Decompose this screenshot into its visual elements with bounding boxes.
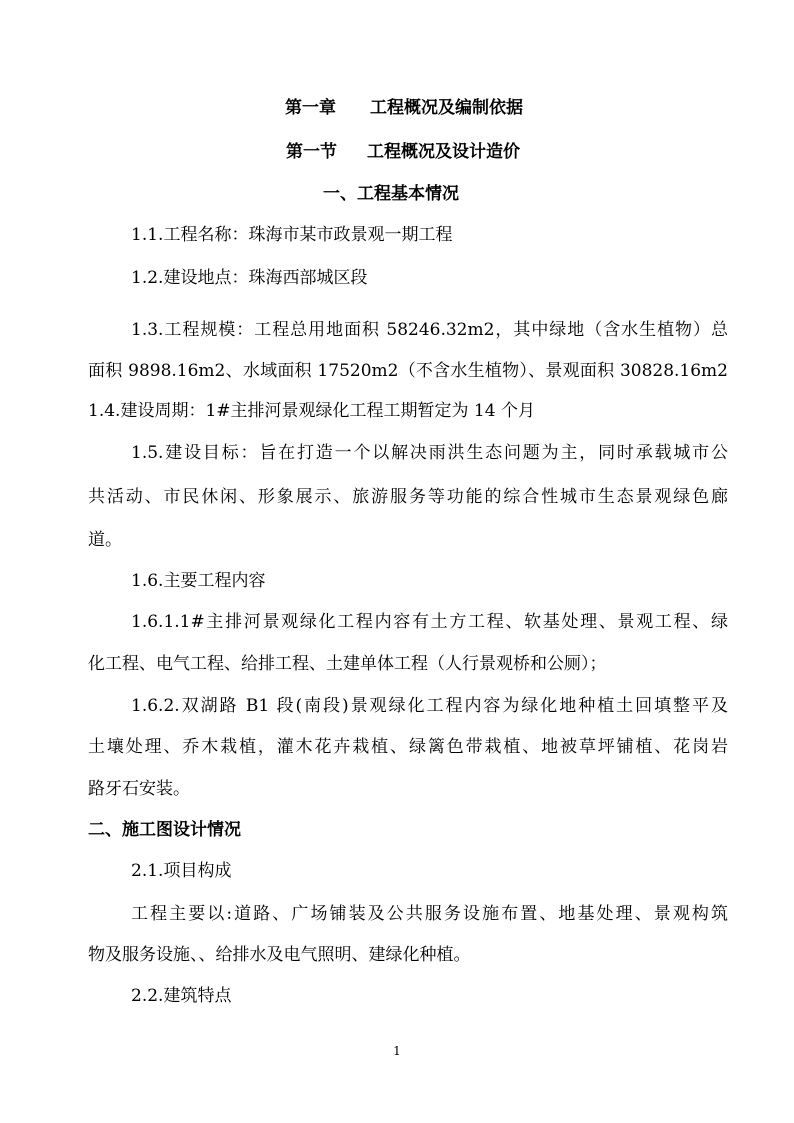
paragraph-1-1: 1.1.工程名称：珠海市某市政景观一期工程 bbox=[131, 225, 453, 245]
paragraph-2-1-text-line-2: 物及服务设施、、给排水及电气照明、建绿化种植。 bbox=[88, 945, 471, 965]
paragraph-2-2: 2.2.建筑特点 bbox=[131, 986, 232, 1006]
paragraph-2-1-text-line-1: 工程主要以:道路、广场铺装及公共服务设施布置、地基处理、景观构筑 bbox=[131, 904, 728, 924]
paragraph-1-5-line-1: 1.5.建设目标：旨在打造一个以解决雨洪生态问题为主，同时承载城市公 bbox=[131, 443, 728, 463]
chapter-title: 工程概况及编制依据 bbox=[370, 98, 523, 118]
section-number: 第一节 bbox=[286, 142, 337, 162]
page-number: 1 bbox=[393, 1044, 401, 1058]
paragraph-1-3-line-2: 面积 9898.16m2、水域面积 17520m2（不含水生植物）、景观面积 30828.16m2 bbox=[88, 361, 728, 381]
subsection-heading-1: 一、工程基本情况 bbox=[323, 184, 459, 204]
paragraph-1-6-2-line-3: 路牙石安装。 bbox=[88, 779, 190, 799]
chapter-number: 第一章 bbox=[285, 98, 336, 118]
paragraph-2-1: 2.1.项目构成 bbox=[131, 861, 232, 881]
paragraph-1-4: 1.4.建设周期：1#主排河景观绿化工程工期暂定为 14 个月 bbox=[88, 401, 535, 421]
chapter-heading bbox=[285, 98, 523, 118]
paragraph-1-3-line-1: 1.3.工程规模：工程总用地面积 58246.32m2，其中绿地（含水生植物）总 bbox=[131, 320, 728, 340]
paragraph-1-6-1-line-2: 化工程、电气工程、给排工程、土建单体工程（人行景观桥和公厕）； bbox=[88, 654, 607, 674]
paragraph-1-6-2-line-2: 土壤处理、乔木栽植，灌木花卉栽植、绿篱色带栽植、地被草坪铺植、花岗岩 bbox=[88, 737, 728, 757]
paragraph-1-2: 1.2.建设地点：珠海西部城区段 bbox=[131, 268, 368, 288]
subsection-heading-2: 二、施工图设计情况 bbox=[88, 820, 241, 840]
section-title: 工程概况及设计造价 bbox=[367, 142, 520, 162]
section-heading bbox=[286, 142, 520, 162]
paragraph-1-5-line-2: 共活动、市民休闲、形象展示、旅游服务等功能的综合性城市生态景观绿色廊 bbox=[88, 487, 728, 507]
paragraph-1-6-1-line-1: 1.6.1.1#主排河景观绿化工程内容有土方工程、软基处理、景观工程、绿 bbox=[131, 612, 728, 632]
paragraph-1-6: 1.6.主要工程内容 bbox=[131, 571, 266, 591]
paragraph-1-6-2-line-1: 1.6.2.双湖路 B1 段(南段)景观绿化工程内容为绿化地种植土回填整平及 bbox=[131, 696, 728, 716]
paragraph-1-5-line-3: 道。 bbox=[88, 530, 122, 550]
